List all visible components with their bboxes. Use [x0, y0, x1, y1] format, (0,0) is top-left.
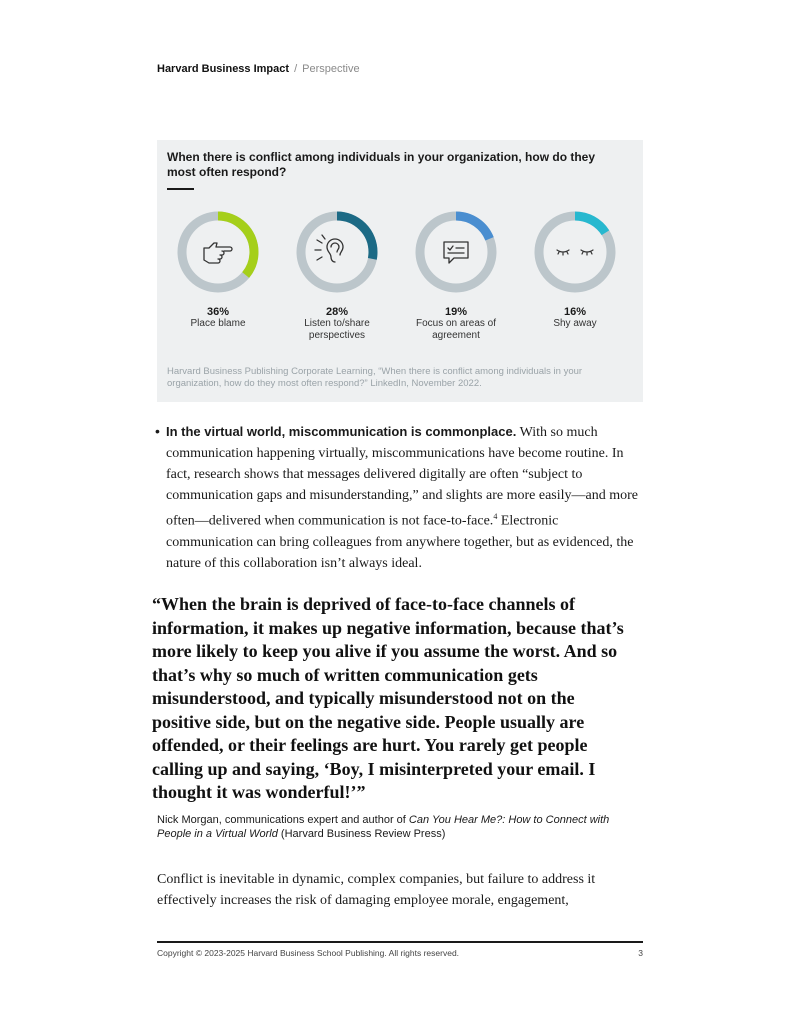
donut-chart	[533, 210, 617, 294]
pointing-hand-icon	[204, 243, 232, 263]
donut-label: Shy away	[553, 318, 597, 329]
donut-chart	[295, 210, 379, 294]
footer-copyright: Copyright © 2023-2025 Harvard Business School Publishing. All rights reserved.	[157, 948, 460, 958]
pull-quote: “When the brain is deprived of face-to-face channels of information, it makes up negative information, because that’s more likely to keep you alive if you assume the worst. And so that’s why so much of written communication gets misunderstood, and typically misunderstood not on the positive side, but on the negative side. People usually are offended, or their feelings are hurt. You rarely get people calling up and saying, ‘Boy, I misinterpreted your email. I thought it was wonderful!’”	[152, 594, 624, 802]
bullet-lead: In the virtual world, miscommunication is commonplace.	[166, 424, 517, 439]
donut-chart	[176, 210, 260, 294]
survey-chart	[157, 140, 643, 402]
bullet-body-continued: Electronic communication can bring colleagues from anywhere together, but as evidenced, the nature of this collaboration isn’t always ideal.	[166, 513, 634, 571]
donut-percentage: 19%	[444, 306, 468, 318]
donut-item-shy-away	[515, 210, 635, 330]
donut-label: Place blame	[190, 318, 246, 329]
footer-rule	[157, 941, 643, 943]
donut-percentage: 28%	[325, 306, 349, 318]
attribution-prefix: Nick Morgan, communications expert and author of	[157, 814, 409, 826]
chart-source: Harvard Business Publishing Corporate Learning, “When there is conflict among individuals in your organization, how do they most often respond?” LinkedIn, November 2022.	[167, 366, 583, 389]
donut-percentage: 36%	[206, 306, 230, 318]
chart-title: When there is conflict among individuals in your organization, how do they most often respond?	[167, 150, 596, 179]
donut-label: Focus on areas of agreement	[415, 318, 497, 341]
breadcrumb-separator: /	[294, 63, 298, 75]
body-paragraph: Conflict is inevitable in dynamic, complex companies, but failure to address it effectively increases the risk of damaging employee morale, engagement,	[157, 872, 596, 908]
attribution-suffix: (Harvard Business Review Press)	[277, 828, 446, 840]
brand-name: Harvard Business Impact	[157, 63, 290, 75]
bullet-item	[155, 421, 645, 574]
bullet-dot: •	[155, 423, 160, 439]
page-number: 3	[638, 948, 643, 958]
bullet-body: With so much communication happening virtually, miscommunications have become routine. In fact, research shows that messages delivered digitally are often “subject to communication gaps and misunderstanding,” and slights are more easily—and more often—delivered when communication is not face-to-face.	[166, 425, 638, 529]
donut-label: Listen to/share perspectives	[304, 318, 370, 341]
footnote-ref: 4	[493, 512, 498, 521]
donut-item-focus	[396, 210, 516, 342]
ear-icon	[315, 235, 343, 262]
donut-item-listen	[277, 210, 397, 342]
book-title: Can You Hear Me?: How to Connect with People in a Virtual World	[157, 814, 610, 840]
donut-chart	[414, 210, 498, 294]
closed-eyes-icon	[557, 250, 593, 255]
chat-bubble-icon	[444, 242, 468, 263]
page-header	[157, 63, 360, 75]
quote-attribution	[157, 813, 637, 841]
donut-percentage: 16%	[563, 306, 587, 318]
section-name: Perspective	[302, 63, 360, 75]
donut-item-place-blame	[158, 210, 278, 330]
title-rule	[167, 188, 194, 190]
bullet-text	[166, 421, 645, 574]
